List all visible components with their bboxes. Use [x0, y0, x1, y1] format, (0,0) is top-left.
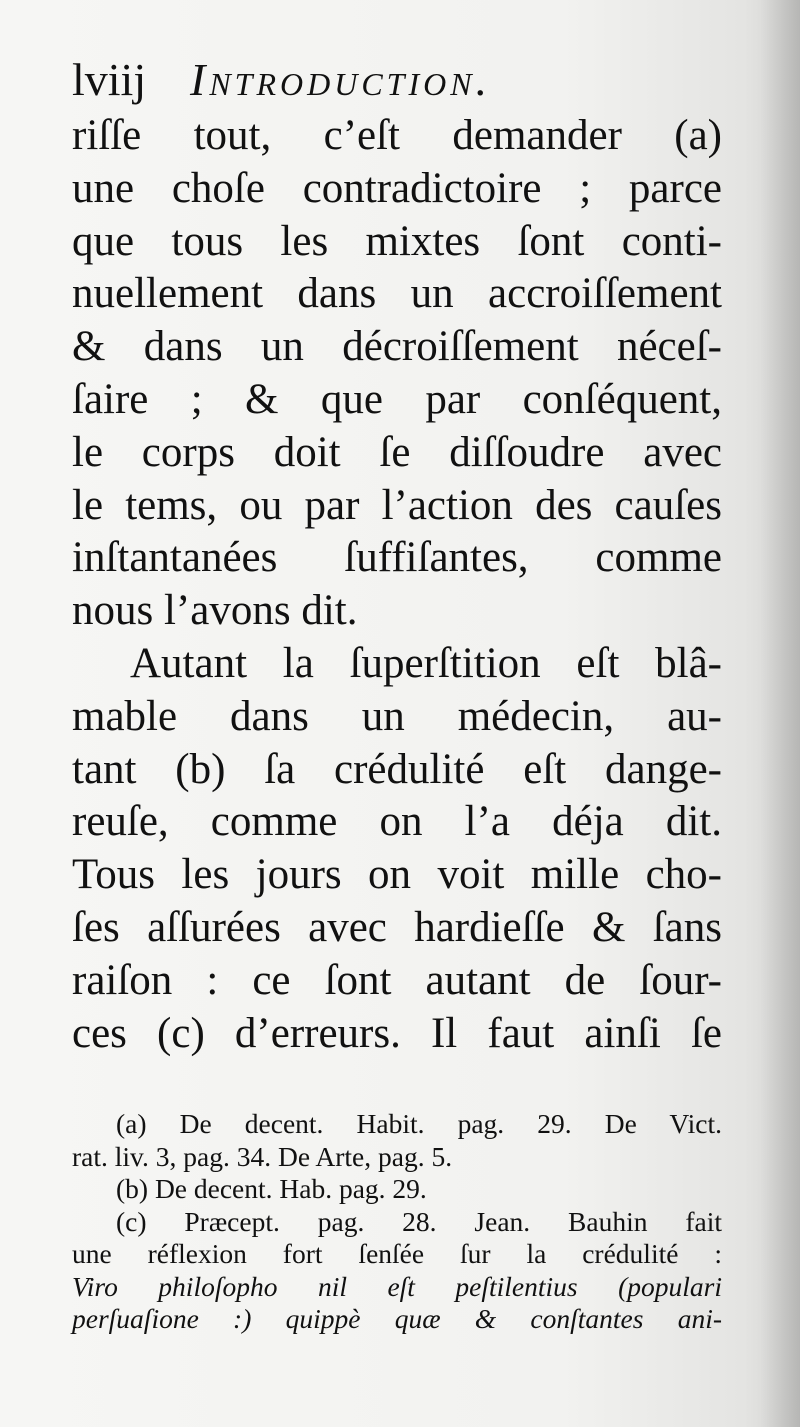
- text-line: Tous les jours on voit mille cho-: [72, 851, 722, 899]
- text-line: nous l’avons dit.: [72, 587, 358, 635]
- text-line: le tems, ou par l’action des cauſes: [72, 481, 722, 529]
- footnote-line: (c) Præcept. pag. 28. Jean. Bauhin fait: [116, 1205, 722, 1237]
- page-header: [72, 50, 732, 110]
- text-line: tant (b) ſa crédulité eſt dange-: [72, 745, 722, 793]
- text-line: mable dans un médecin, au-: [72, 692, 722, 740]
- footnote-line: (a) De decent. Habit. pag. 29. De Vict.: [116, 1108, 722, 1139]
- text-line: une choſe contradictoire ; parce: [72, 164, 722, 212]
- page-edge-shadow: [760, 0, 800, 1427]
- footnote-line: perſuaſione :) quippè quæ & conſtantes ani-: [72, 1303, 722, 1334]
- text-line: riſſe tout, c’eſt demander (a): [72, 112, 722, 159]
- footnote-line: rat. liv. 3, pag. 34. De Arte, pag. 5.: [72, 1140, 453, 1172]
- footnote-line: (b) De decent. Hab. pag. 29.: [116, 1173, 427, 1204]
- text-line: le corps doit ſe diſſoudre avec: [72, 428, 722, 476]
- footnote-line: Viro philoſopho nil eſt peſtilentius (populari: [72, 1270, 722, 1302]
- page-number: lviij: [72, 54, 147, 105]
- text-line: nuellement dans un accroiſſement: [72, 270, 722, 318]
- footnotes: [72, 1108, 722, 1336]
- text-line: ſaire ; & que par conſéquent,: [72, 375, 722, 423]
- text-line: reuſe, comme on l’a déja dit.: [72, 798, 722, 846]
- body-text: [72, 110, 722, 1060]
- text-line: ces (c) d’erreurs. Il faut ainſi ſe: [72, 1009, 722, 1057]
- text-line: que tous les mixtes ſont conti-: [72, 217, 722, 265]
- paragraph-first-line: Autant la ſuperſtition eſt blâ-: [130, 639, 722, 687]
- text-line: inſtantanées ſuffiſantes, comme: [72, 534, 722, 582]
- running-title: Introduction.: [190, 54, 492, 105]
- text-line: raiſon : ce ſont autant de ſour-: [72, 956, 722, 1004]
- text-line: & dans un décroiſſement néceſ-: [72, 323, 722, 371]
- text-line: ſes aſſurées avec hardieſſe & ſans: [72, 903, 722, 951]
- footnote-line: une réflexion fort ſenſée ſur la crédulité :: [72, 1238, 722, 1269]
